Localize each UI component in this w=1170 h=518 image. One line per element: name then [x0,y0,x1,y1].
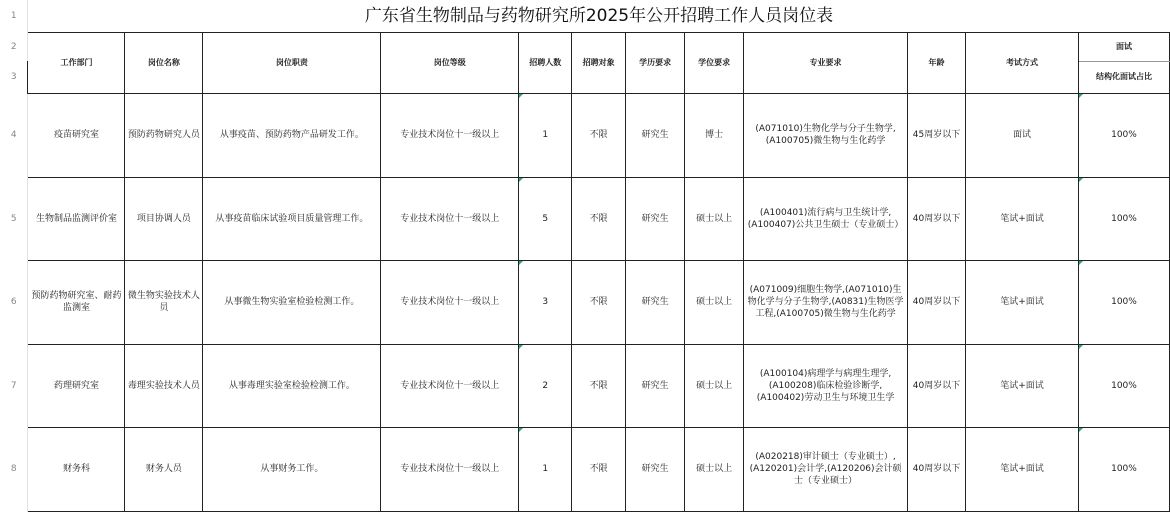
row-number[interactable]: 4 [0,93,28,177]
cell-position[interactable]: 毒理实验技术人员 [125,344,203,427]
header-interview-ratio[interactable]: 结构化面试占比 [1078,61,1169,93]
header-age[interactable]: 年龄 [908,32,966,93]
cell-age[interactable]: 40周岁以下 [908,177,966,260]
row-number[interactable]: 8 [0,427,28,511]
cell-education[interactable]: 研究生 [626,177,685,260]
cell-count[interactable]: 1 [519,427,572,511]
cell-exam[interactable]: 笔试+面试 [966,344,1079,427]
header-major[interactable]: 专业要求 [744,32,908,93]
cell-ratio[interactable]: 100% [1078,427,1169,511]
cell-education[interactable]: 研究生 [626,427,685,511]
cell-count[interactable]: 3 [519,260,572,344]
cell-degree[interactable]: 硕士以上 [685,177,744,260]
cell-major[interactable]: (A020218)审计硕士（专业硕士）,(A120201)会计学,(A120206)会计硕士（专业硕士） [744,427,908,511]
cell-dept[interactable]: 生物制品监测评价室 [28,177,125,260]
header-position[interactable]: 岗位名称 [125,32,203,93]
header-education[interactable]: 学历要求 [626,32,685,93]
cell-age[interactable]: 45周岁以下 [908,93,966,177]
cell-target[interactable]: 不限 [572,427,626,511]
header-duty[interactable]: 岗位职责 [203,32,381,93]
table-row [0,177,1170,260]
table-row [0,260,1170,344]
cell-dept[interactable]: 预防药物研究室、耐药监测室 [28,260,125,344]
cell-grade[interactable]: 专业技术岗位十一级以上 [381,93,519,177]
page-title[interactable]: 广东省生物制品与药物研究所2025年公开招聘工作人员岗位表 [28,0,1170,32]
cell-grade[interactable]: 专业技术岗位十一级以上 [381,344,519,427]
cell-age[interactable]: 40周岁以下 [908,427,966,511]
cell-education[interactable]: 研究生 [626,93,685,177]
header-dept[interactable]: 工作部门 [28,32,125,93]
header-interview[interactable]: 面试 [1078,32,1169,61]
header-row [0,32,1170,61]
header-exam[interactable]: 考试方式 [966,32,1079,93]
cell-position[interactable]: 微生物实验技术人员 [125,260,203,344]
cell-count[interactable]: 1 [519,93,572,177]
cell-major[interactable]: (A071010)生物化学与分子生物学,(A100705)微生物与生化药学 [744,93,908,177]
cell-duty[interactable]: 从事财务工作。 [203,427,381,511]
cell-dept[interactable]: 财务科 [28,427,125,511]
cell-age[interactable]: 40周岁以下 [908,260,966,344]
cell-education[interactable]: 研究生 [626,344,685,427]
table-row [0,344,1170,427]
cell-position[interactable]: 预防药物研究人员 [125,93,203,177]
cell-position[interactable]: 财务人员 [125,427,203,511]
row-number[interactable]: 6 [0,260,28,344]
row-number[interactable]: 3 [0,61,28,93]
cell-exam[interactable]: 笔试+面试 [966,427,1079,511]
cell-target[interactable]: 不限 [572,344,626,427]
row-number[interactable]: 7 [0,344,28,427]
cell-exam[interactable]: 面试 [966,93,1079,177]
header-target[interactable]: 招聘对象 [572,32,626,93]
cell-position[interactable]: 项目协调人员 [125,177,203,260]
cell-degree[interactable]: 硕士以上 [685,427,744,511]
cell-major[interactable]: (A100104)病理学与病理生理学,(A100208)临床检验诊断学,(A100402)劳动卫生与环境卫生学 [744,344,908,427]
cell-duty[interactable]: 从事毒理实验室检验检测工作。 [203,344,381,427]
cell-exam[interactable]: 笔试+面试 [966,177,1079,260]
cell-grade[interactable]: 专业技术岗位十一级以上 [381,260,519,344]
cell-target[interactable]: 不限 [572,93,626,177]
cell-education[interactable]: 研究生 [626,260,685,344]
row-number[interactable]: 2 [0,32,28,61]
table-row [0,93,1170,177]
cell-degree[interactable]: 博士 [685,93,744,177]
cell-count[interactable]: 2 [519,344,572,427]
header-degree[interactable]: 学位要求 [685,32,744,93]
cell-duty[interactable]: 从事疫苗临床试验项目质量管理工作。 [203,177,381,260]
cell-count[interactable]: 5 [519,177,572,260]
cell-major[interactable]: (A071009)细胞生物学,(A071010)生物化学与分子生物学,(A0831)生物医学工程,(A100705)微生物与生化药学 [744,260,908,344]
table-row [0,427,1170,511]
cell-age[interactable]: 40周岁以下 [908,344,966,427]
cell-target[interactable]: 不限 [572,260,626,344]
header-count[interactable]: 招聘人数 [519,32,572,93]
cell-degree[interactable]: 硕士以上 [685,260,744,344]
cell-ratio[interactable]: 100% [1078,177,1169,260]
header-grade[interactable]: 岗位等级 [381,32,519,93]
row-number[interactable]: 5 [0,177,28,260]
row-number[interactable]: 1 [0,0,28,32]
cell-major[interactable]: (A100401)流行病与卫生统计学,(A100407)公共卫生硕士（专业硕士） [744,177,908,260]
cell-exam[interactable]: 笔试+面试 [966,260,1079,344]
cell-duty[interactable]: 从事疫苗、预防药物产品研发工作。 [203,93,381,177]
cell-ratio[interactable]: 100% [1078,344,1169,427]
cell-target[interactable]: 不限 [572,177,626,260]
cell-ratio[interactable]: 100% [1078,260,1169,344]
cell-grade[interactable]: 专业技术岗位十一级以上 [381,177,519,260]
cell-duty[interactable]: 从事微生物实验室检验检测工作。 [203,260,381,344]
cell-degree[interactable]: 硕士以上 [685,344,744,427]
cell-dept[interactable]: 疫苗研究室 [28,93,125,177]
title-row [0,0,1170,32]
cell-dept[interactable]: 药理研究室 [28,344,125,427]
cell-ratio[interactable]: 100% [1078,93,1169,177]
cell-grade[interactable]: 专业技术岗位十一级以上 [381,427,519,511]
